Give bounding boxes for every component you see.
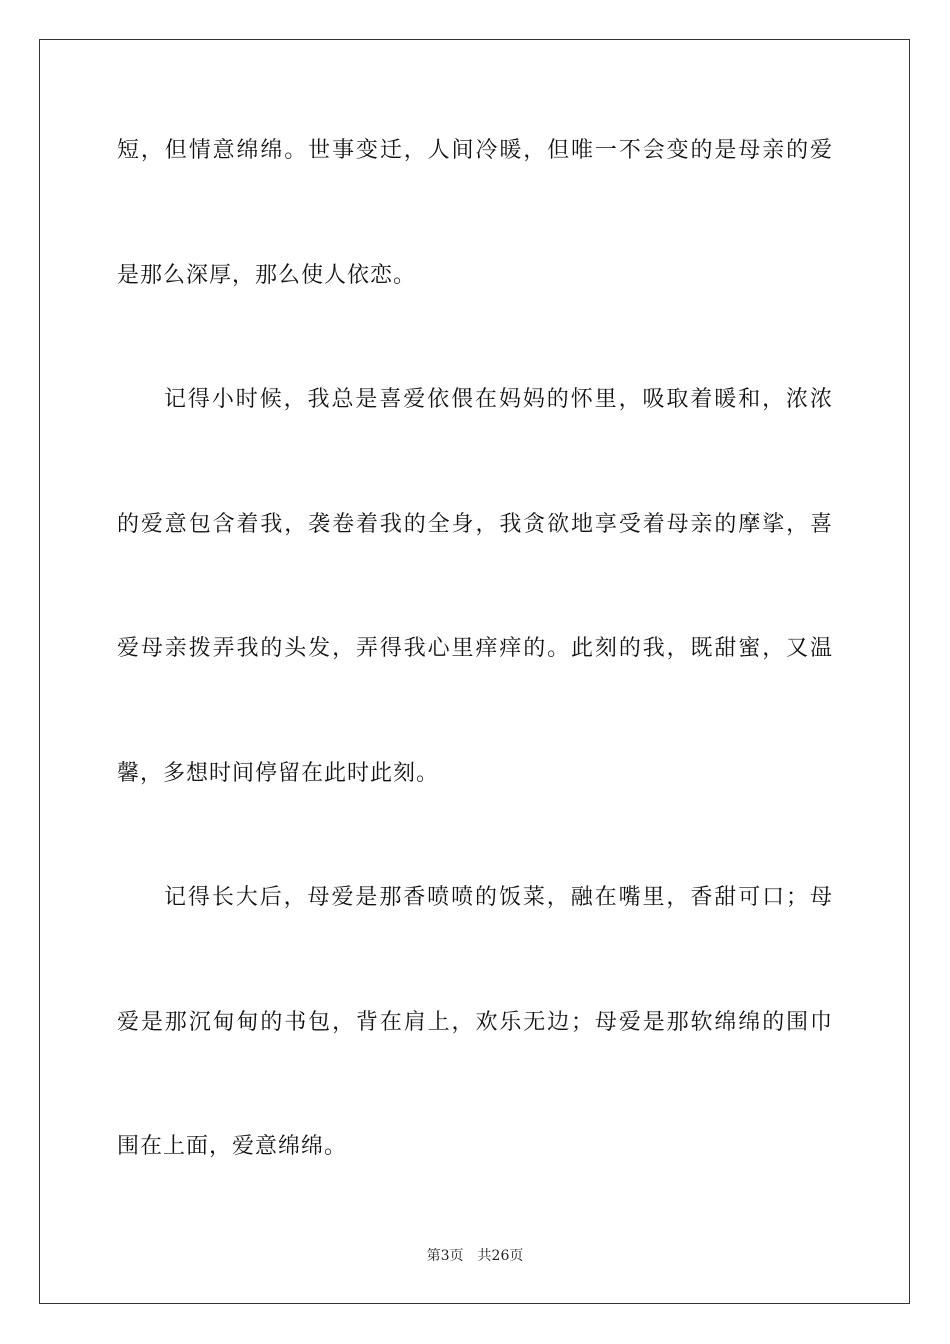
- page-footer: [0, 1247, 950, 1265]
- text-line-6: 馨，多想时间停留在此时此刻。: [117, 761, 440, 786]
- text-line-9: 围在上面，爱意绵绵。: [117, 1134, 348, 1159]
- text-line-2: 是那么深厚，那么使人依恋。: [117, 263, 417, 288]
- text-line-1: 短，但情意绵绵。世事变迁，人间冷暖，但唯一不会变的是母亲的爱: [117, 138, 833, 163]
- page-total: 共26页: [477, 1248, 524, 1264]
- text-line-5: 爱母亲拨弄我的头发，弄得我心里痒痒的。此刻的我，既甜蜜，又温: [117, 636, 833, 661]
- text-line-8: 爱是那沉甸甸的书包，背在肩上，欢乐无边；母爱是那软绵绵的围巾: [117, 1010, 833, 1035]
- page-border: [39, 39, 910, 1304]
- text-line-7: 记得长大后，母爱是那香喷喷的饭菜，融在嘴里，香甜可口；母: [164, 885, 833, 910]
- page-number: 第3页: [426, 1248, 464, 1264]
- text-line-3: 记得小时候，我总是喜爱依偎在妈妈的怀里，吸取着暖和，浓浓: [164, 387, 833, 412]
- text-line-4: 的爱意包含着我，袭卷着我的全身，我贪欲地享受着母亲的摩挲，喜: [117, 512, 833, 537]
